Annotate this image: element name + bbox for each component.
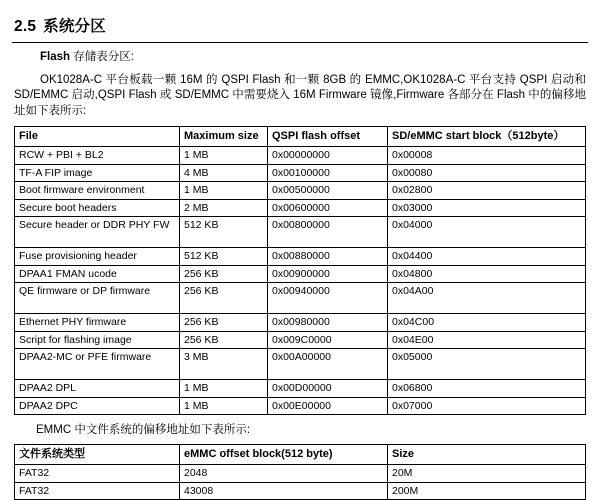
cell-start-block: 0x04E00 — [388, 331, 586, 349]
cell-start-block: 0x00080 — [388, 164, 586, 182]
cell-qspi-offset: 0x00500000 — [268, 182, 388, 200]
cell-size: 256 KB — [180, 314, 268, 332]
column-header-sdemmc-start-block: SD/eMMC start block（512byte） — [388, 127, 586, 147]
cell-size: 256 KB — [180, 331, 268, 349]
table-header-row — [15, 445, 586, 465]
table-row — [15, 331, 586, 349]
cell-start-block: 0x04400 — [388, 248, 586, 266]
cell-start-block: 0x06800 — [388, 380, 586, 398]
cell-qspi-offset: 0x00100000 — [268, 164, 388, 182]
column-header-maximum-size: Maximum size — [180, 127, 268, 147]
table-row — [15, 283, 586, 314]
column-header-size: Size — [388, 445, 586, 465]
column-header-qspi-offset: QSPI flash offset — [268, 127, 388, 147]
cell-file: Script for flashing image — [15, 331, 180, 349]
cell-file: DPAA1 FMAN ucode — [15, 265, 180, 283]
table-row — [15, 265, 586, 283]
cell-start-block: 0x04C00 — [388, 314, 586, 332]
cell-size: 256 KB — [180, 283, 268, 314]
page-title — [14, 14, 600, 36]
cell-qspi-offset: 0x00900000 — [268, 265, 388, 283]
table-row — [15, 248, 586, 266]
cell-size: 512 KB — [180, 248, 268, 266]
cell-size: 256 KB — [180, 265, 268, 283]
table-row — [15, 397, 586, 415]
table-row — [15, 349, 586, 380]
table-row — [15, 465, 586, 483]
lead-paragraph — [14, 50, 586, 66]
cell-file: DPAA2 DPL — [15, 380, 180, 398]
cell-start-block: 0x00008 — [388, 147, 586, 165]
table-header-row — [15, 127, 586, 147]
cell-size: 2 MB — [180, 199, 268, 217]
lead-bold-text: Flash — [40, 51, 71, 63]
cell-start-block: 0x03000 — [388, 199, 586, 217]
table-row — [15, 217, 586, 248]
document-page — [0, 14, 600, 497]
table-row — [15, 380, 586, 398]
cell-start-block: 0x04800 — [388, 265, 586, 283]
emmc-note: EMMC 中文件系统的偏移地址如下表所示: — [36, 424, 251, 436]
cell-start-block: 0x04000 — [388, 217, 586, 248]
cell-file: DPAA2-MC or PFE firmware — [15, 349, 180, 380]
cell-filesystem-type: FAT32 — [15, 465, 180, 483]
cell-start-block: 0x02800 — [388, 182, 586, 200]
section-number: 2.5 — [14, 18, 37, 35]
cell-file: Secure boot headers — [15, 199, 180, 217]
cell-file: TF-A FIP image — [15, 164, 180, 182]
table-row — [15, 182, 586, 200]
cell-qspi-offset: 0x00A00000 — [268, 349, 388, 380]
cell-qspi-offset: 0x009C0000 — [268, 331, 388, 349]
cell-size: 3 MB — [180, 349, 268, 380]
cell-size: 1 MB — [180, 182, 268, 200]
table-row — [15, 482, 586, 500]
table-row — [15, 164, 586, 182]
cell-qspi-offset: 0x00880000 — [268, 248, 388, 266]
cell-qspi-offset: 0x00980000 — [268, 314, 388, 332]
cell-filesystem-type: FAT32 — [15, 482, 180, 500]
cell-file: RCW + PBI + BL2 — [15, 147, 180, 165]
cell-start-block: 0x04A00 — [388, 283, 586, 314]
cell-size: 200M — [388, 482, 586, 500]
column-header-file: File — [15, 127, 180, 147]
section-title: 系统分区 — [43, 18, 106, 35]
emmc-filesystem-table — [14, 444, 586, 500]
lead-rest-text: 存储表分区: — [70, 51, 134, 63]
column-header-filesystem-type: 文件系统类型 — [15, 445, 180, 465]
cell-offset-block: 43008 — [180, 482, 388, 500]
cell-file: Boot firmware environment — [15, 182, 180, 200]
cell-start-block: 0x05000 — [388, 349, 586, 380]
cell-qspi-offset: 0x00000000 — [268, 147, 388, 165]
cell-qspi-offset: 0x00E00000 — [268, 397, 388, 415]
cell-qspi-offset: 0x00D00000 — [268, 380, 388, 398]
cell-size: 4 MB — [180, 164, 268, 182]
cell-start-block: 0x07000 — [388, 397, 586, 415]
column-header-emmc-offset-block: eMMC offset block(512 byte) — [180, 445, 388, 465]
cell-size: 1 MB — [180, 397, 268, 415]
cell-file: QE firmware or DP firmware — [15, 283, 180, 314]
cell-size: 512 KB — [180, 217, 268, 248]
cell-size: 1 MB — [180, 380, 268, 398]
cell-file: Fuse provisioning header — [15, 248, 180, 266]
table-row — [15, 314, 586, 332]
cell-size: 1 MB — [180, 147, 268, 165]
cell-qspi-offset: 0x00800000 — [268, 217, 388, 248]
cell-size: 20M — [388, 465, 586, 483]
cell-qspi-offset: 0x00940000 — [268, 283, 388, 314]
cell-file: DPAA2 DPC — [15, 397, 180, 415]
cell-file: Ethernet PHY firmware — [15, 314, 180, 332]
body-paragraph: OK1028A-C 平台板载一颗 16M 的 QSPI Flash 和一颗 8GB 的 EMMC,OK1028A-C 平台支持 QSPI 启动和 SD/EMMC 启动,QSPI Flash 或 SD/EMMC 中需要烧入 16M Firmware 镜像,Firmware 各部分在 Flash 中的偏移地址如下表所示: — [14, 73, 586, 117]
firmware-offset-table — [14, 126, 586, 415]
table-row — [15, 199, 586, 217]
cell-file: Secure header or DDR PHY FW — [15, 217, 180, 248]
cell-offset-block: 2048 — [180, 465, 388, 483]
title-divider — [12, 42, 588, 43]
table-row — [15, 147, 586, 165]
cell-qspi-offset: 0x00600000 — [268, 199, 388, 217]
